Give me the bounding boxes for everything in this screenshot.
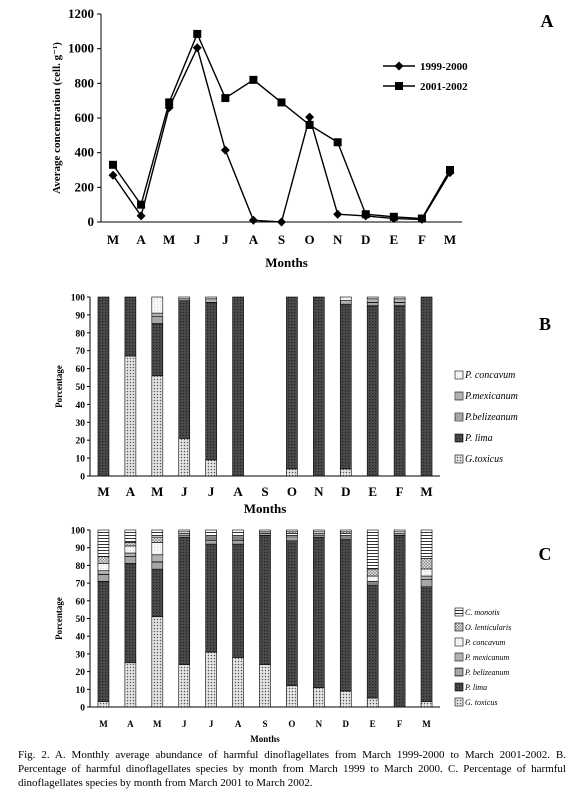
data-point [334,138,342,146]
bar-segment [233,657,244,707]
bar-segment [179,665,190,707]
x-tick-label: A [233,484,243,499]
bar-segment [394,530,405,532]
legend-swatch [455,683,463,691]
x-tick-label: A [127,719,134,729]
y-tick-label: 70 [75,347,85,358]
data-point [249,76,257,84]
series-line [113,48,450,222]
bar-segment [152,324,163,376]
legend-swatch [455,392,463,400]
data-point [249,216,258,225]
bar-segment [206,297,217,299]
legend-swatch [455,668,463,676]
bar-segment [125,542,136,546]
bar-segment [394,306,405,476]
bar-segment [340,469,351,476]
legend-label: P.mexicanum [465,391,518,402]
bar-segment [125,546,136,553]
bar-segment [313,537,324,687]
bar-segment [152,376,163,476]
bar-segment [286,469,297,476]
bar-segment [367,585,378,698]
data-point [305,113,314,122]
bar-segment [98,571,109,575]
legend-swatch [455,434,463,442]
bar-segment [152,569,163,617]
y-tick-label: 20 [75,436,85,447]
bar-segment [98,574,109,581]
y-tick-label: 60 [75,597,85,608]
legend-label: P. lima [465,433,493,444]
data-point [362,210,370,218]
bar-segment [152,562,163,569]
y-tick-label: 800 [74,75,94,91]
bar-segment [179,537,190,664]
bar-segment [206,544,217,652]
x-tick-label: A [136,232,146,247]
y-axis-label: Average concentration (cell. g⁻¹) [51,42,63,194]
bar-segment [421,530,432,558]
x-tick-label: M [151,484,164,499]
x-tick-label: M [420,484,433,499]
bar-segment [367,306,378,476]
bar-segment [260,665,271,707]
y-tick-label: 40 [75,400,85,411]
bar-segment [125,530,136,542]
data-point [221,94,229,102]
bar-segment [421,576,432,580]
y-tick-label: 40 [75,632,85,643]
bar-segment [286,297,297,469]
y-tick-label: 600 [74,110,94,125]
bar-segment [152,313,163,317]
bar-segment [367,299,378,303]
bar-segment [367,576,378,581]
bar-segment [206,302,217,460]
data-point [165,98,173,106]
legend-swatch [455,653,463,661]
bar-segment [206,652,217,707]
x-tick-label: N [332,232,343,247]
bar-segment [286,537,297,541]
legend-swatch [455,638,463,646]
legend-label: P. lima [465,683,488,692]
bar-segment [286,530,297,532]
bar-segment [233,297,244,476]
y-tick-label: 100 [70,293,85,304]
x-tick-label: M [422,719,431,729]
bar-segment [152,297,163,313]
x-tick-label: E [368,484,378,499]
legend-label: P. belizeanum [465,668,510,677]
y-tick-label: 400 [74,144,94,160]
x-tick-label: F [417,232,426,247]
y-tick-label: 50 [75,615,85,625]
bar-segment [125,553,136,557]
y-tick-label: 90 [75,544,85,555]
legend-marker [395,62,404,71]
x-tick-label: S [277,232,286,247]
bar-segment [125,297,136,356]
data-point [193,30,201,38]
x-tick-label: M [106,232,120,247]
bar-segment [179,438,190,476]
x-tick-label: M [163,232,176,247]
bar-segment [152,537,163,542]
legend-swatch [455,698,463,706]
y-tick-label: 200 [74,179,94,195]
x-tick-label: A [248,232,259,247]
bar-segment [152,530,163,537]
y-tick-label: 30 [75,650,85,661]
x-tick-label: J [222,232,229,247]
bar-segment [421,569,432,576]
data-point [390,213,398,221]
bar-segment [340,297,351,301]
series-line [113,34,450,219]
legend-label: P. concavum [465,638,506,647]
bar-segment [206,299,217,303]
bar-segment [421,297,432,476]
bar-segment [152,542,163,554]
x-axis-label: Months [265,255,308,270]
legend-label: C. monotis [465,608,500,617]
bar-segment [340,539,351,691]
bar-segment [394,302,405,306]
x-tick-label: S [262,719,268,729]
bar-segment [206,541,217,545]
bar-segment [367,698,378,707]
data-point [277,218,286,227]
bar-segment [260,530,271,532]
x-tick-label: M [443,232,457,247]
y-tick-label: 0 [80,703,85,714]
bar-segment [233,541,244,545]
legend-swatch [455,371,463,379]
bar-segment [206,530,217,535]
x-tick-label: O [286,484,297,499]
data-point [109,161,117,169]
x-tick-label: M [97,484,110,499]
x-axis-label: Months [250,734,280,744]
bar-segment [233,544,244,657]
x-tick-label: E [389,232,399,247]
y-tick-label: 20 [75,668,85,679]
legend-swatch [455,455,463,463]
y-tick-label: 50 [75,383,85,393]
bar-segment [286,541,297,686]
legend-label: 2001-2002 [420,81,468,93]
y-axis-label: Porcentage [54,597,64,640]
x-tick-label: D [342,719,350,729]
y-tick-label: 0 [80,472,85,483]
x-tick-label: F [395,484,404,499]
y-tick-label: 70 [75,579,85,590]
data-point [333,210,342,219]
bar-segment [98,702,109,707]
bar-segment [152,555,163,562]
bar-segment [421,702,432,707]
bar-segment [98,564,109,571]
x-tick-label: F [396,719,403,729]
x-tick-label: S [261,484,269,499]
y-tick-label: 100 [70,526,85,537]
bar-segment [340,691,351,707]
data-point [137,201,145,209]
legend-marker [395,82,403,90]
bar-segment [367,302,378,306]
bar-segment [233,530,244,535]
legend-label: G.toxicus [465,454,504,465]
x-tick-label: M [153,719,162,729]
legend-label: O. lenticularis [465,623,512,632]
legend-label: P.belizeanum [465,412,518,423]
legend-label: G. toxicus [465,698,498,707]
panel-letter: B [538,314,552,334]
y-tick-label: 30 [75,418,85,429]
y-tick-label: 80 [75,561,85,572]
legend-swatch [455,413,463,421]
x-tick-label: E [369,719,376,729]
bar-segment [125,564,136,663]
data-point [446,166,454,174]
bar-segment [98,581,109,701]
data-point [278,98,286,106]
x-tick-label: J [180,484,188,499]
y-tick-label: 80 [75,329,85,340]
x-tick-label: O [304,232,315,247]
panel-letter: C [538,544,552,564]
x-tick-label: N [314,484,324,499]
bar-segment [313,530,324,532]
bar-segment [125,663,136,707]
bar-segment [98,530,109,557]
figure-caption: Fig. 2. A. Monthly average abundance of harmful dinoflagellates from March 1999-2000 to March 2001-2002. B. Percentage of harmful dinoflagellates species by month from March 1999 to March 2000. C. Percentage of harmful dinoflagellates species by month from March 2001 to March 2002. [18,749,566,789]
bar-segment [313,688,324,707]
bar-segment [367,569,378,576]
bar-segment [394,299,405,303]
bar-segment [125,557,136,564]
bar-segment [206,460,217,476]
bar-segment [367,297,378,299]
y-tick-label: 90 [75,311,85,322]
bar-segment [152,617,163,707]
data-point [418,215,426,223]
bar-segment [125,356,136,476]
data-point [306,121,314,129]
bar-segment [394,535,405,707]
x-axis-label: Months [243,501,287,516]
bar-segment [152,317,163,324]
x-tick-label: N [315,719,323,729]
data-point [109,171,118,180]
y-axis-label: Porcentage [54,365,64,408]
x-tick-label: J [194,232,201,247]
legend-swatch [455,623,463,631]
legend-label: P. mexicanum [465,653,510,662]
bar-segment [421,558,432,569]
bar-segment [179,530,190,532]
bar-segment [260,535,271,664]
legend-label: 1999-2000 [420,61,468,73]
bar-segment [313,297,324,476]
bar-segment [421,587,432,702]
x-tick-label: J [207,484,215,499]
bar-segment [394,297,405,299]
x-tick-label: M [99,719,108,729]
y-tick-label: 10 [75,685,85,696]
legend-label: P. concavum [465,370,516,381]
x-tick-label: A [125,484,136,499]
y-tick-label: 0 [87,214,94,229]
bar-segment [367,530,378,569]
bar-segment [340,304,351,469]
x-tick-label: J [208,719,214,729]
bar-segment [179,297,190,299]
data-point [193,43,202,52]
panel-letter: A [540,11,554,31]
y-tick-label: 10 [75,454,85,465]
legend-swatch [455,608,463,616]
y-tick-label: 1000 [68,40,94,56]
x-tick-label: D [341,484,351,499]
y-tick-label: 1200 [68,6,94,21]
data-point [221,146,230,155]
bar-segment [340,530,351,532]
bar-segment [340,301,351,305]
x-tick-label: O [288,719,296,729]
bar-segment [98,297,109,476]
x-tick-label: D [361,232,371,247]
x-tick-label: A [234,719,242,729]
data-point [137,211,146,220]
bar-segment [421,580,432,587]
x-tick-label: J [181,719,187,729]
bar-segment [98,557,109,564]
bar-segment [179,301,190,439]
y-tick-label: 60 [75,365,85,376]
bar-segment [286,686,297,707]
